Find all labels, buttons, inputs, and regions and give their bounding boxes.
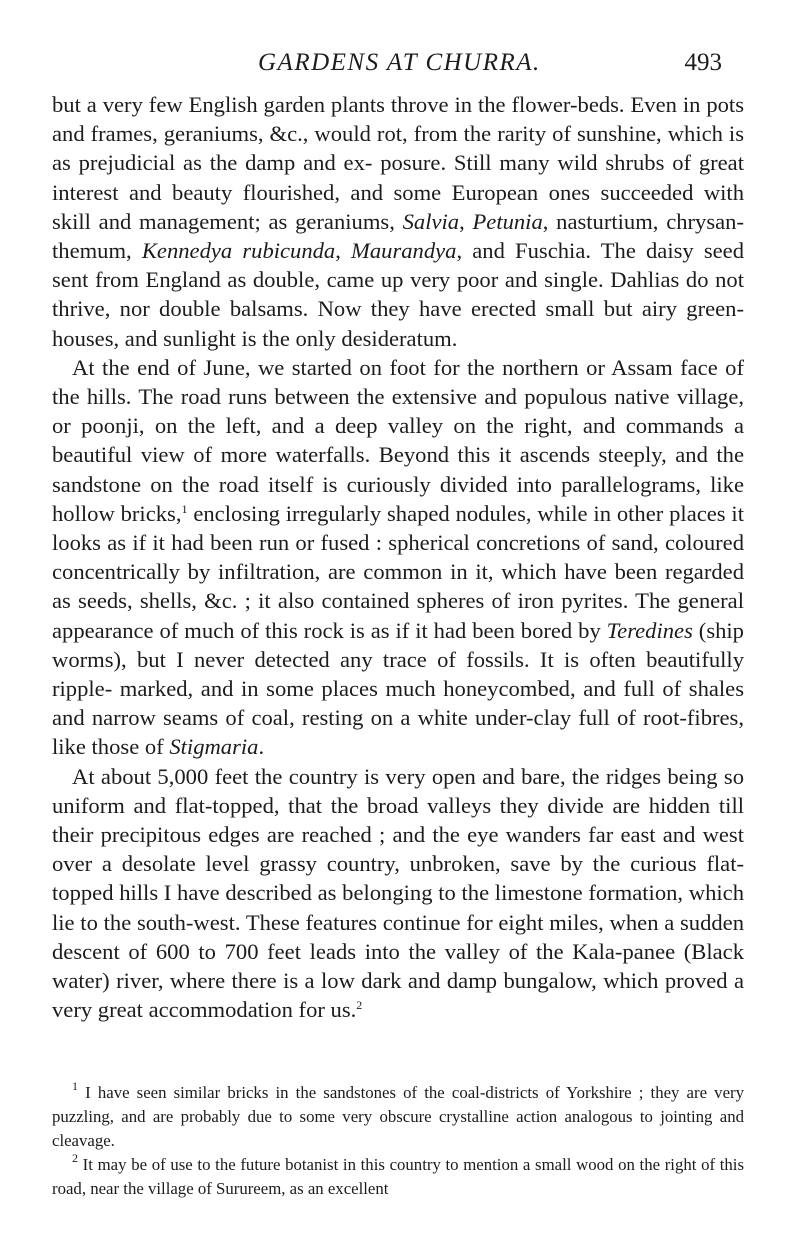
footnote-ref: 2 xyxy=(356,998,363,1013)
text-run: enclosing irregularly shaped nodules, while in other places it looks as if it had been run or fused : spherical concretions of sand, coloured concentrically by infiltration, are common in it, which have been regarded as seeds, shells, &c. ; it also contained spheres of iron pyrites. The general appearance of much of this rock is as if it had been bored by xyxy=(52,500,744,643)
running-head: GARDENS AT CHURRA. xyxy=(258,49,541,76)
body-text xyxy=(52,90,744,1025)
text-run: At the end of June, we started on foot for the northern or Assam face of the hills. The road runs between the extensive and populous native village, or poonji, on the left, and a deep valley on the right, and commands a beautiful view of more waterfalls. Beyond this it ascends steeply, and the sandstone on the road itself is curiously divided into parallelograms, like hollow bricks, xyxy=(52,354,744,526)
footnote-text: I have seen similar bricks in the sandstones of the coal-districts of Yorkshire ; they are very puzzling, and are probably due to some very obscure crystalline action analogous to jointing and cleavage. xyxy=(52,1083,744,1151)
text-run: (ship worms), but I never detected any trace of fossils. It is often beautifully ripple- marked, and in some places much honeycombed, and full of shales and narrow seams of coal, resting on a white under-clay full of root-fibres, like those of xyxy=(52,617,744,760)
text-run: . xyxy=(258,734,265,760)
footnote-ref: 1 xyxy=(181,501,188,516)
paragraph-journey xyxy=(52,353,744,762)
italic-term: Kennedya rubicunda xyxy=(141,238,336,264)
footnote xyxy=(52,1081,744,1153)
italic-term: Teredines xyxy=(606,617,693,643)
footnote-mark: 1 xyxy=(72,1079,78,1093)
text-run: , xyxy=(459,208,473,234)
footnote xyxy=(52,1153,744,1201)
italic-term: Petunia xyxy=(472,208,543,234)
paragraph-gardens xyxy=(52,90,744,353)
page-header xyxy=(0,48,800,88)
text-run: , nasturtium, chrysan- themum, xyxy=(52,208,744,264)
italic-term: Maurandya xyxy=(351,238,457,264)
footnotes xyxy=(52,1081,744,1201)
footnote-mark: 2 xyxy=(72,1151,78,1166)
text-run: but a very few English garden plants throve in the flower-beds. Even in pots and frames, geraniums, &c., would rot, from the rarity of sunshine, which is as prejudicial as the damp and ex- posure. Still many wild shrubs of great interest and beauty flourished, and some European ones succeeded with skill and management; as geraniums, xyxy=(52,92,744,234)
footnote-text: It may be of use to the future botanist in this country to mention a small wood on the right of this road, near the village of Surureem, as an excellent xyxy=(52,1155,744,1199)
page-number: 493 xyxy=(684,49,722,76)
text-run: , xyxy=(335,238,352,264)
paragraph-country xyxy=(52,762,744,1025)
italic-term: Stigmaria xyxy=(169,734,259,760)
text-run: At about 5,000 feet the country is very open and bare, the ridges being so uniform and flat-topped, that the broad valleys they divide are hidden till their precipitous edges are reached ; and the eye wanders far east and west over a desolate level grassy country, unbroken, save by the curious flat-topped hills I have described as belonging to the limestone formation, which lie to the south-west. These features continue for eight miles, when a sudden descent of 600 to 700 feet leads into the valley of the Kala-panee (Black water) river, where there is a low dark and damp bungalow, which proved a very great accommodation for us. xyxy=(52,763,744,1023)
italic-term: Salvia xyxy=(402,208,460,234)
text-run: , and Fuschia. The daisy seed sent from England as double, came up very poor and single. Dahlias do not thrive, nor double balsams. Now they have erected small but airy green-houses, and sunlight is the only desideratum. xyxy=(52,238,744,351)
